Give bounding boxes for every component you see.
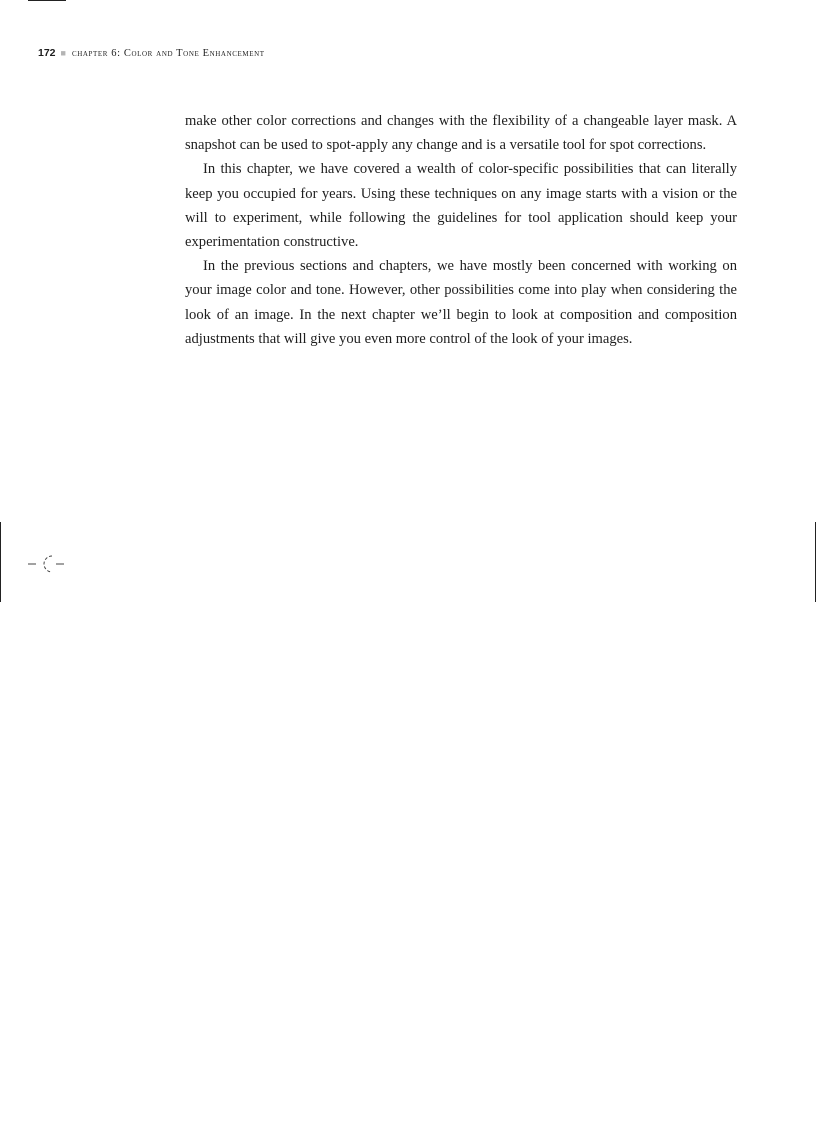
paragraph: make other color corrections and changes with the flexibility of a changeable layer mask. A snapshot can be used to spot-apply any change and is a versatile tool for spot corrections.: [185, 113, 737, 154]
page-number: 172: [38, 47, 56, 59]
registration-mark-icon: [28, 552, 68, 576]
crop-mark-left: [0, 522, 1, 602]
paragraph: In this chapter, we have covered a wealth of color-specific possibilities that can literally keep you occupied for years. Using these techniques on any image starts with a vision or the will to experiment, while following the guidelines for tool application should keep your experimentation constructive.: [185, 161, 737, 251]
paragraph: In the previous sections and chapters, we have mostly been concerned with working on your image color and tone. However, other possibilities come into play when considering the look of an image. In the next chapter we’ll begin to look at composition and composition adjustments that will give you even more control of the look of your images.: [185, 258, 737, 347]
separator-icon: ■: [60, 48, 66, 58]
crop-mark-top: [28, 0, 66, 1]
chapter-title: chapter 6: Color and Tone Enhancement: [71, 48, 265, 59]
running-head: [38, 47, 265, 61]
body-text: [185, 109, 737, 351]
